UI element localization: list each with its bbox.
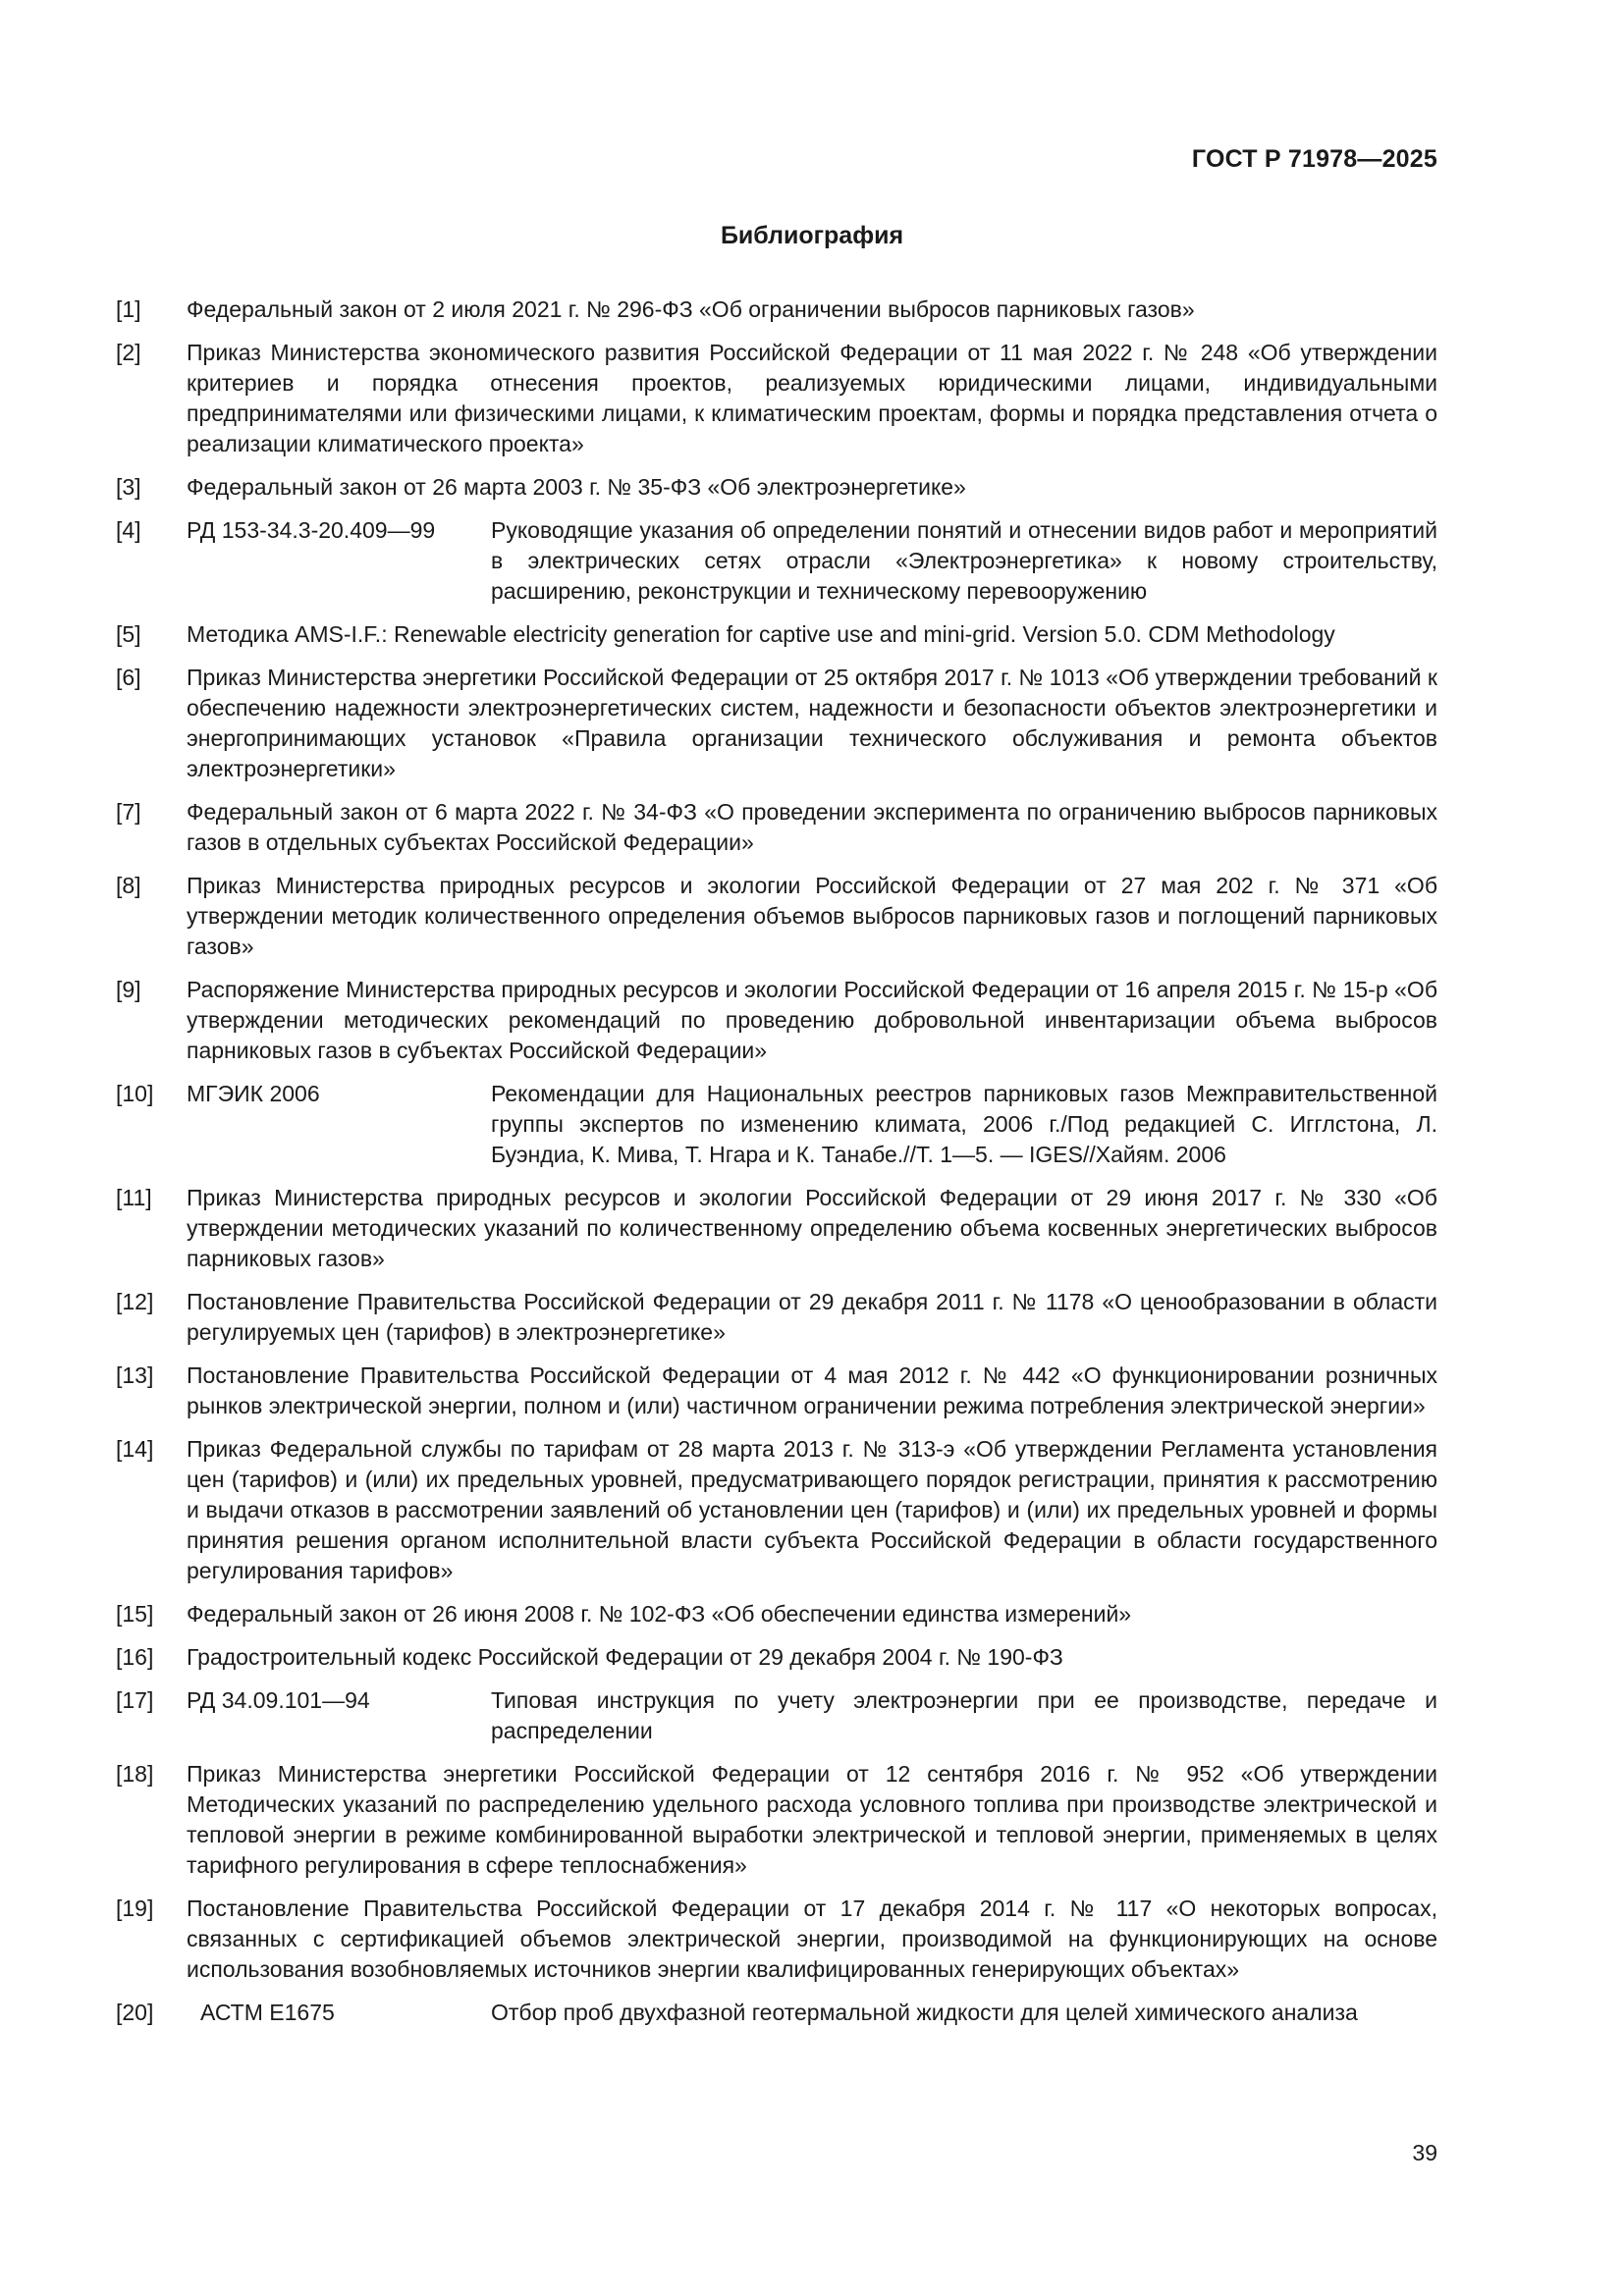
entry-text: Типовая инструкция по учету электроэнергии при ее производстве, передаче и распределении bbox=[491, 1687, 1437, 1743]
entry-text: Федеральный закон от 6 марта 2022 г. № 34-ФЗ «О проведении эксперимента по ограничению выбросов парниковых газов в отдельных субъектах Российской Федерации» bbox=[187, 799, 1437, 855]
bibliography-list bbox=[116, 294, 1437, 2041]
entry-number: [1] bbox=[116, 296, 141, 322]
bibliography-entry bbox=[116, 1642, 1437, 1673]
entry-text: Градостроительный кодекс Российской Федерации от 29 декабря 2004 г. № 190-ФЗ bbox=[187, 1644, 1063, 1670]
entry-number: [4] bbox=[116, 517, 141, 543]
entry-text: Приказ Министерства экономического развития Российской Федерации от 11 мая 2022 г. № 248 «Об утверждении критериев и порядка отнесения проектов, реализуемых юридическими лицами, индивидуальными предпринимателями или физическими лицами, к климатическим проектам, формы и порядка представления отчета о реализации климатического проекта» bbox=[187, 340, 1437, 456]
entry-number: [14] bbox=[116, 1436, 154, 1462]
entry-number: [7] bbox=[116, 799, 141, 825]
bibliography-entry bbox=[116, 1287, 1437, 1348]
entry-code: МГЭИК 2006 bbox=[187, 1081, 320, 1106]
bibliography-entry bbox=[116, 975, 1437, 1066]
entry-code: АСТМ Е1675 bbox=[200, 2000, 335, 2025]
bibliography-entry bbox=[116, 1894, 1437, 1985]
bibliography-entry bbox=[116, 1599, 1437, 1629]
entry-number: [19] bbox=[116, 1896, 154, 1921]
bibliography-entry bbox=[116, 663, 1437, 784]
entry-text: Методика AMS-I.F.: Renewable electricity generation for captive use and mini-grid. Version 5.0. CDM Methodology bbox=[187, 621, 1335, 647]
entry-text: Постановление Правительства Российской Федерации от 17 декабря 2014 г. № 117 «О некоторых вопросах, связанных с сертификацией объемов электрической энергии, производимой на функционирующих на основе использования возобновляемых источников энергии квалифицированных генерирующих объектах» bbox=[187, 1896, 1437, 1982]
bibliography-entry bbox=[116, 1434, 1437, 1586]
entry-text: Постановление Правительства Российской Федерации от 29 декабря 2011 г. № 1178 «О ценообразовании в области регулируемых цен (тарифов) в электроэнергетике» bbox=[187, 1289, 1437, 1345]
entry-number: [12] bbox=[116, 1289, 154, 1314]
bibliography-entry bbox=[116, 797, 1437, 858]
page-title: Библиография bbox=[720, 222, 904, 249]
entry-text: Приказ Министерства природных ресурсов и экологии Российской Федерации от 29 июня 2017 г. № 330 «Об утверждении методических указаний по количественному определению объема косвенных энергетических выбросов парниковых газов» bbox=[187, 1185, 1437, 1271]
entry-text: Федеральный закон от 26 июня 2008 г. № 102-ФЗ «Об обеспечении единства измерений» bbox=[187, 1601, 1132, 1627]
bibliography-entry bbox=[116, 338, 1437, 459]
bibliography-entry bbox=[116, 294, 1437, 325]
entry-number: [15] bbox=[116, 1601, 154, 1627]
entry-number: [20] bbox=[116, 2000, 154, 2025]
entry-number: [6] bbox=[116, 665, 141, 690]
bibliography-entry bbox=[116, 1361, 1437, 1421]
bibliography-entry bbox=[116, 1998, 1437, 2028]
bibliography-entry bbox=[116, 472, 1437, 503]
entry-number: [10] bbox=[116, 1081, 154, 1106]
page-number: 39 bbox=[1412, 2140, 1437, 2165]
bibliography-entry bbox=[116, 1759, 1437, 1881]
entry-code: РД 153-34.3-20.409—99 bbox=[187, 517, 436, 543]
entry-text: Руководящие указания об определении понятий и отнесении видов работ и мероприятий в электрических сетях отрасли «Электроэнергетика» к новому строительству, расширению, реконструкции и техническому перевооружению bbox=[491, 517, 1437, 604]
entry-number: [13] bbox=[116, 1362, 154, 1388]
entry-text: Распоряжение Министерства природных ресурсов и экологии Российской Федерации от 16 апреля 2015 г. № 15-р «Об утверждении методических рекомендаций по проведению добровольной инвентаризации объема выбросов парниковых газов в субъектах Российской Федерации» bbox=[187, 977, 1437, 1063]
entry-text: Приказ Федеральной службы по тарифам от 28 марта 2013 г. № 313-э «Об утверждении Регламента установления цен (тарифов) и (или) их предельных уровней, предусматривающего порядок регистрации, принятия к рассмотрению и выдачи отказов в рассмотрении заявлений об установлении цен (тарифов) и (или) их предельных уровней и формы принятия решения органом исполнительной власти субъекта Российской Федерации в области государственного регулирования тарифов» bbox=[187, 1436, 1437, 1583]
document-code: ГОСТ Р 71978—2025 bbox=[1191, 145, 1437, 173]
entry-text: Приказ Министерства природных ресурсов и экологии Российской Федерации от 27 мая 202 г. № 371 «Об утверждении методик количественного определения объемов выбросов парниковых газов и поглощений парниковых газов» bbox=[187, 873, 1437, 959]
entry-text: Рекомендации для Национальных реестров парниковых газов Межправительственной группы экспертов по изменению климата, 2006 г./Под редакцией С. Игглстона, Л. Буэндиа, К. Мива, Т. Нгара и К. Танабе.//Т. 1—5. — IGES//Хайям. 2006 bbox=[491, 1081, 1437, 1167]
entry-text: Отбор проб двухфазной геотермальной жидкости для целей химического анализа bbox=[491, 2000, 1358, 2025]
bibliography-entry bbox=[116, 515, 1437, 607]
entry-number: [11] bbox=[116, 1185, 152, 1210]
entry-number: [5] bbox=[116, 621, 141, 647]
bibliography-entry bbox=[116, 619, 1437, 650]
entry-number: [17] bbox=[116, 1687, 154, 1713]
entry-text: Федеральный закон от 26 марта 2003 г. № 35-ФЗ «Об электроэнергетике» bbox=[187, 474, 966, 500]
entry-text: Федеральный закон от 2 июля 2021 г. № 296-ФЗ «Об ограничении выбросов парниковых газов» bbox=[187, 296, 1195, 322]
entry-number: [18] bbox=[116, 1761, 154, 1787]
bibliography-entry bbox=[116, 1079, 1437, 1170]
entry-number: [16] bbox=[116, 1644, 154, 1670]
entry-number: [9] bbox=[116, 977, 141, 1002]
entry-code: РД 34.09.101—94 bbox=[187, 1687, 370, 1713]
entry-text: Постановление Правительства Российской Федерации от 4 мая 2012 г. № 442 «О функционировании розничных рынков электрической энергии, полном и (или) частичном ограничении режима потребления электрической энергии» bbox=[187, 1362, 1437, 1418]
bibliography-entry bbox=[116, 1685, 1437, 1746]
entry-number: [8] bbox=[116, 873, 141, 898]
entry-text: Приказ Министерства энергетики Российской Федерации от 25 октября 2017 г. № 1013 «Об утверждении требований к обеспечению надежности электроэнергетических систем, надежности и безопасности объектов электроэнергетики и энергопринимающих установок «Правила организации технического обслуживания и ремонта объектов электроэнергетики» bbox=[187, 665, 1437, 781]
bibliography-entry bbox=[116, 1183, 1437, 1274]
bibliography-entry bbox=[116, 871, 1437, 962]
entry-number: [2] bbox=[116, 340, 141, 365]
entry-text: Приказ Министерства энергетики Российской Федерации от 12 сентября 2016 г. № 952 «Об утверждении Методических указаний по распределению удельного расхода условного топлива при производстве электрической и тепловой энергии в режиме комбинированной выработки электрической и тепловой энергии, применяемых в целях тарифного регулирования в сфере теплоснабжения» bbox=[187, 1761, 1437, 1878]
entry-number: [3] bbox=[116, 474, 141, 500]
